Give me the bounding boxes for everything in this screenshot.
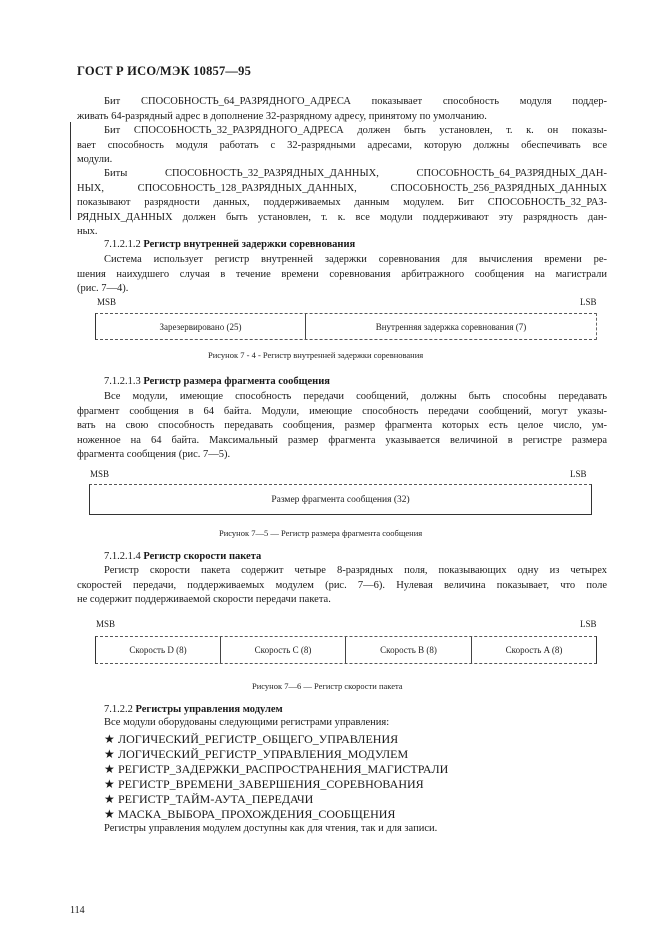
paragraph-data-width: [77, 167, 607, 240]
revision-bar: [70, 122, 71, 220]
paragraph-fragment-size: [77, 390, 607, 463]
list-item-label: РЕГИСТР_ЗАДЕРЖКИ_РАСПРОСТРАНЕНИЯ_МАГИСТРАЛИ: [118, 762, 449, 776]
list-item: [104, 732, 448, 747]
text-line: (рис. 7—4).: [77, 283, 129, 295]
section-number: 7.1.2.1.4: [104, 551, 141, 562]
text-line: НЫХ, СПОСОБНОСТЬ_128_РАЗРЯДНЫХ_ДАННЫХ, СПОСОБНОСТЬ_256_РАЗРЯДНЫХ_ДАННЫХ: [77, 182, 607, 194]
lsb-label: LSB: [580, 619, 597, 629]
list-item: [104, 792, 448, 807]
list-item-label: РЕГИСТР_ТАЙМ-АУТА_ПЕРЕДАЧИ: [118, 792, 314, 806]
section-number: 7.1.2.1.3: [104, 376, 141, 387]
register-figure-7-4: [95, 313, 597, 340]
figure-caption: Рисунок 7—5 — Регистр размера фрагмента сообщения: [219, 528, 423, 538]
msb-label: MSB: [97, 297, 117, 307]
text-line: фрагмент сообщения в 64 байта. Модули, имеющие способность передачи сообщений, могут указы-: [77, 405, 607, 417]
control-register-list: [104, 732, 448, 822]
text-line: живать 64-разрядный адрес в дополнение 32-разрядному адресу, принятому по умолчанию.: [77, 110, 487, 122]
star-bullet-icon: ★: [104, 762, 115, 776]
register-field: Скорость A (8): [505, 645, 563, 655]
section-title: Регистр внутренней задержки соревнования: [143, 239, 356, 250]
section-heading: [104, 703, 283, 717]
figure-caption: Рисунок 7—6 — Регистр скорости пакета: [252, 681, 403, 691]
section-title: Регистр размера фрагмента сообщения: [143, 376, 330, 387]
lsb-label: LSB: [570, 469, 587, 479]
section-heading: [104, 550, 261, 564]
section-heading: [104, 375, 330, 389]
section-number: 7.1.2.2: [104, 704, 133, 715]
list-item-label: ЛОГИЧЕСКИЙ_РЕГИСТР_ОБЩЕГО_УПРАВЛЕНИЯ: [118, 732, 399, 746]
lsb-label: LSB: [580, 297, 597, 307]
star-bullet-icon: ★: [104, 777, 115, 791]
text-line: фрагмента сообщения (рис. 7—5).: [77, 449, 231, 461]
list-item: [104, 747, 448, 762]
text-line: скоростей передачи, поддерживаемых модулем (рис. 7—6). Нулевая величина показывает, что поле: [77, 579, 607, 591]
paragraph-contention-delay: [77, 253, 607, 297]
section-number: 7.1.2.1.2: [104, 239, 141, 250]
register-field: Скорость B (8): [346, 637, 472, 663]
register-figure-7-5: [89, 484, 592, 515]
text-line: шения наихудшего случая в течение времени соревнования арбитражного сообщения на магистрали: [77, 268, 607, 280]
text-line: ных.: [77, 226, 98, 238]
text-line: ноженное на 64 байта. Максимальный размер фрагмента указывается величиной в регистре размера: [77, 434, 607, 446]
list-item-label: ЛОГИЧЕСКИЙ_РЕГИСТР_УПРАВЛЕНИЯ_МОДУЛЕМ: [118, 747, 409, 761]
paragraph-access: Регистры управления модулем доступны как для чтения, так и для записи.: [104, 823, 438, 834]
text-line: показывают разрядности данных, поддерживаемых данным модулем. Бит СПОСОБНОСТЬ_32_РАЗ-: [77, 197, 607, 209]
register-figure-7-6: [95, 636, 597, 664]
text-line: Все модули, имеющие способность передачи сообщений, должны быть способны передавать: [104, 391, 607, 402]
paragraph-address-64: [77, 95, 607, 124]
text-line: не содержит поддерживаемой скорости передачи пакета.: [77, 594, 331, 606]
star-bullet-icon: ★: [104, 807, 115, 821]
list-item: [104, 777, 448, 792]
list-item-label: МАСКА_ВЫБОРА_ПРОХОЖДЕНИЯ_СООБЩЕНИЯ: [118, 807, 396, 821]
list-item-label: РЕГИСТР_ВРЕМЕНИ_ЗАВЕРШЕНИЯ_СОРЕВНОВАНИЯ: [118, 777, 424, 791]
msb-label: MSB: [90, 469, 110, 479]
text-line: Система использует регистр внутренней задержки соревнования для вычисления времени ре-: [104, 254, 607, 265]
register-field: Размер фрагмента сообщения (32): [271, 494, 410, 505]
list-item: [104, 762, 448, 777]
register-field: Скорость C (8): [221, 637, 346, 663]
paragraph-control-registers: Все модули оборудованы следующими регистрами управления:: [104, 717, 390, 728]
paragraph-address-32: [77, 124, 607, 168]
page-header: ГОСТ Р ИСО/МЭК 10857—95: [77, 64, 252, 78]
star-bullet-icon: ★: [104, 747, 115, 761]
text-line: Биты СПОСОБНОСТЬ_32_РАЗРЯДНЫХ_ДАННЫХ, СПОСОБНОСТЬ_64_РАЗРЯДНЫХ_ДАН-: [104, 168, 607, 179]
section-title: Регистр скорости пакета: [143, 551, 262, 562]
text-line: модули.: [77, 154, 113, 166]
section-heading: [104, 238, 355, 252]
text-line: Бит СПОСОБНОСТЬ_64_РАЗРЯДНОГО_АДРЕСА показывает способность модуля поддер-: [104, 96, 607, 107]
star-bullet-icon: ★: [104, 732, 115, 746]
section-title: Регистры управления модулем: [135, 704, 283, 715]
text-line: РЯДНЫХ_ДАННЫХ должен быть установлен, т. к. все модули поддерживают эту разрядность дан-: [77, 211, 607, 223]
page-number: 114: [70, 905, 85, 916]
text-line: вать на свою способность передавать сообщения, размер фрагмента которых есть целое число, ум-: [77, 420, 607, 432]
text-line: Бит СПОСОБНОСТЬ_32_РАЗРЯДНОГО_АДРЕСА должен быть установлен, т. к. он показы-: [104, 125, 607, 136]
list-item: [104, 807, 448, 822]
msb-label: MSB: [96, 619, 116, 629]
register-field: Внутренняя задержка соревнования (7): [375, 321, 527, 332]
text-line: вает способность модуля работать с 32-разрядными адресами, которую должны обеспечивать все: [77, 139, 607, 151]
star-bullet-icon: ★: [104, 792, 115, 806]
register-field: Скорость D (8): [96, 637, 221, 663]
figure-caption: Рисунок 7 - 4 - Регистр внутренней задержки соревнования: [208, 350, 424, 360]
paragraph-packet-speed: [77, 564, 607, 608]
text-line: Регистр скорости пакета содержит четыре 8-разрядных поля, показывающих одну из четырех: [104, 565, 607, 576]
register-field: Зарезервировано (25): [96, 314, 306, 339]
